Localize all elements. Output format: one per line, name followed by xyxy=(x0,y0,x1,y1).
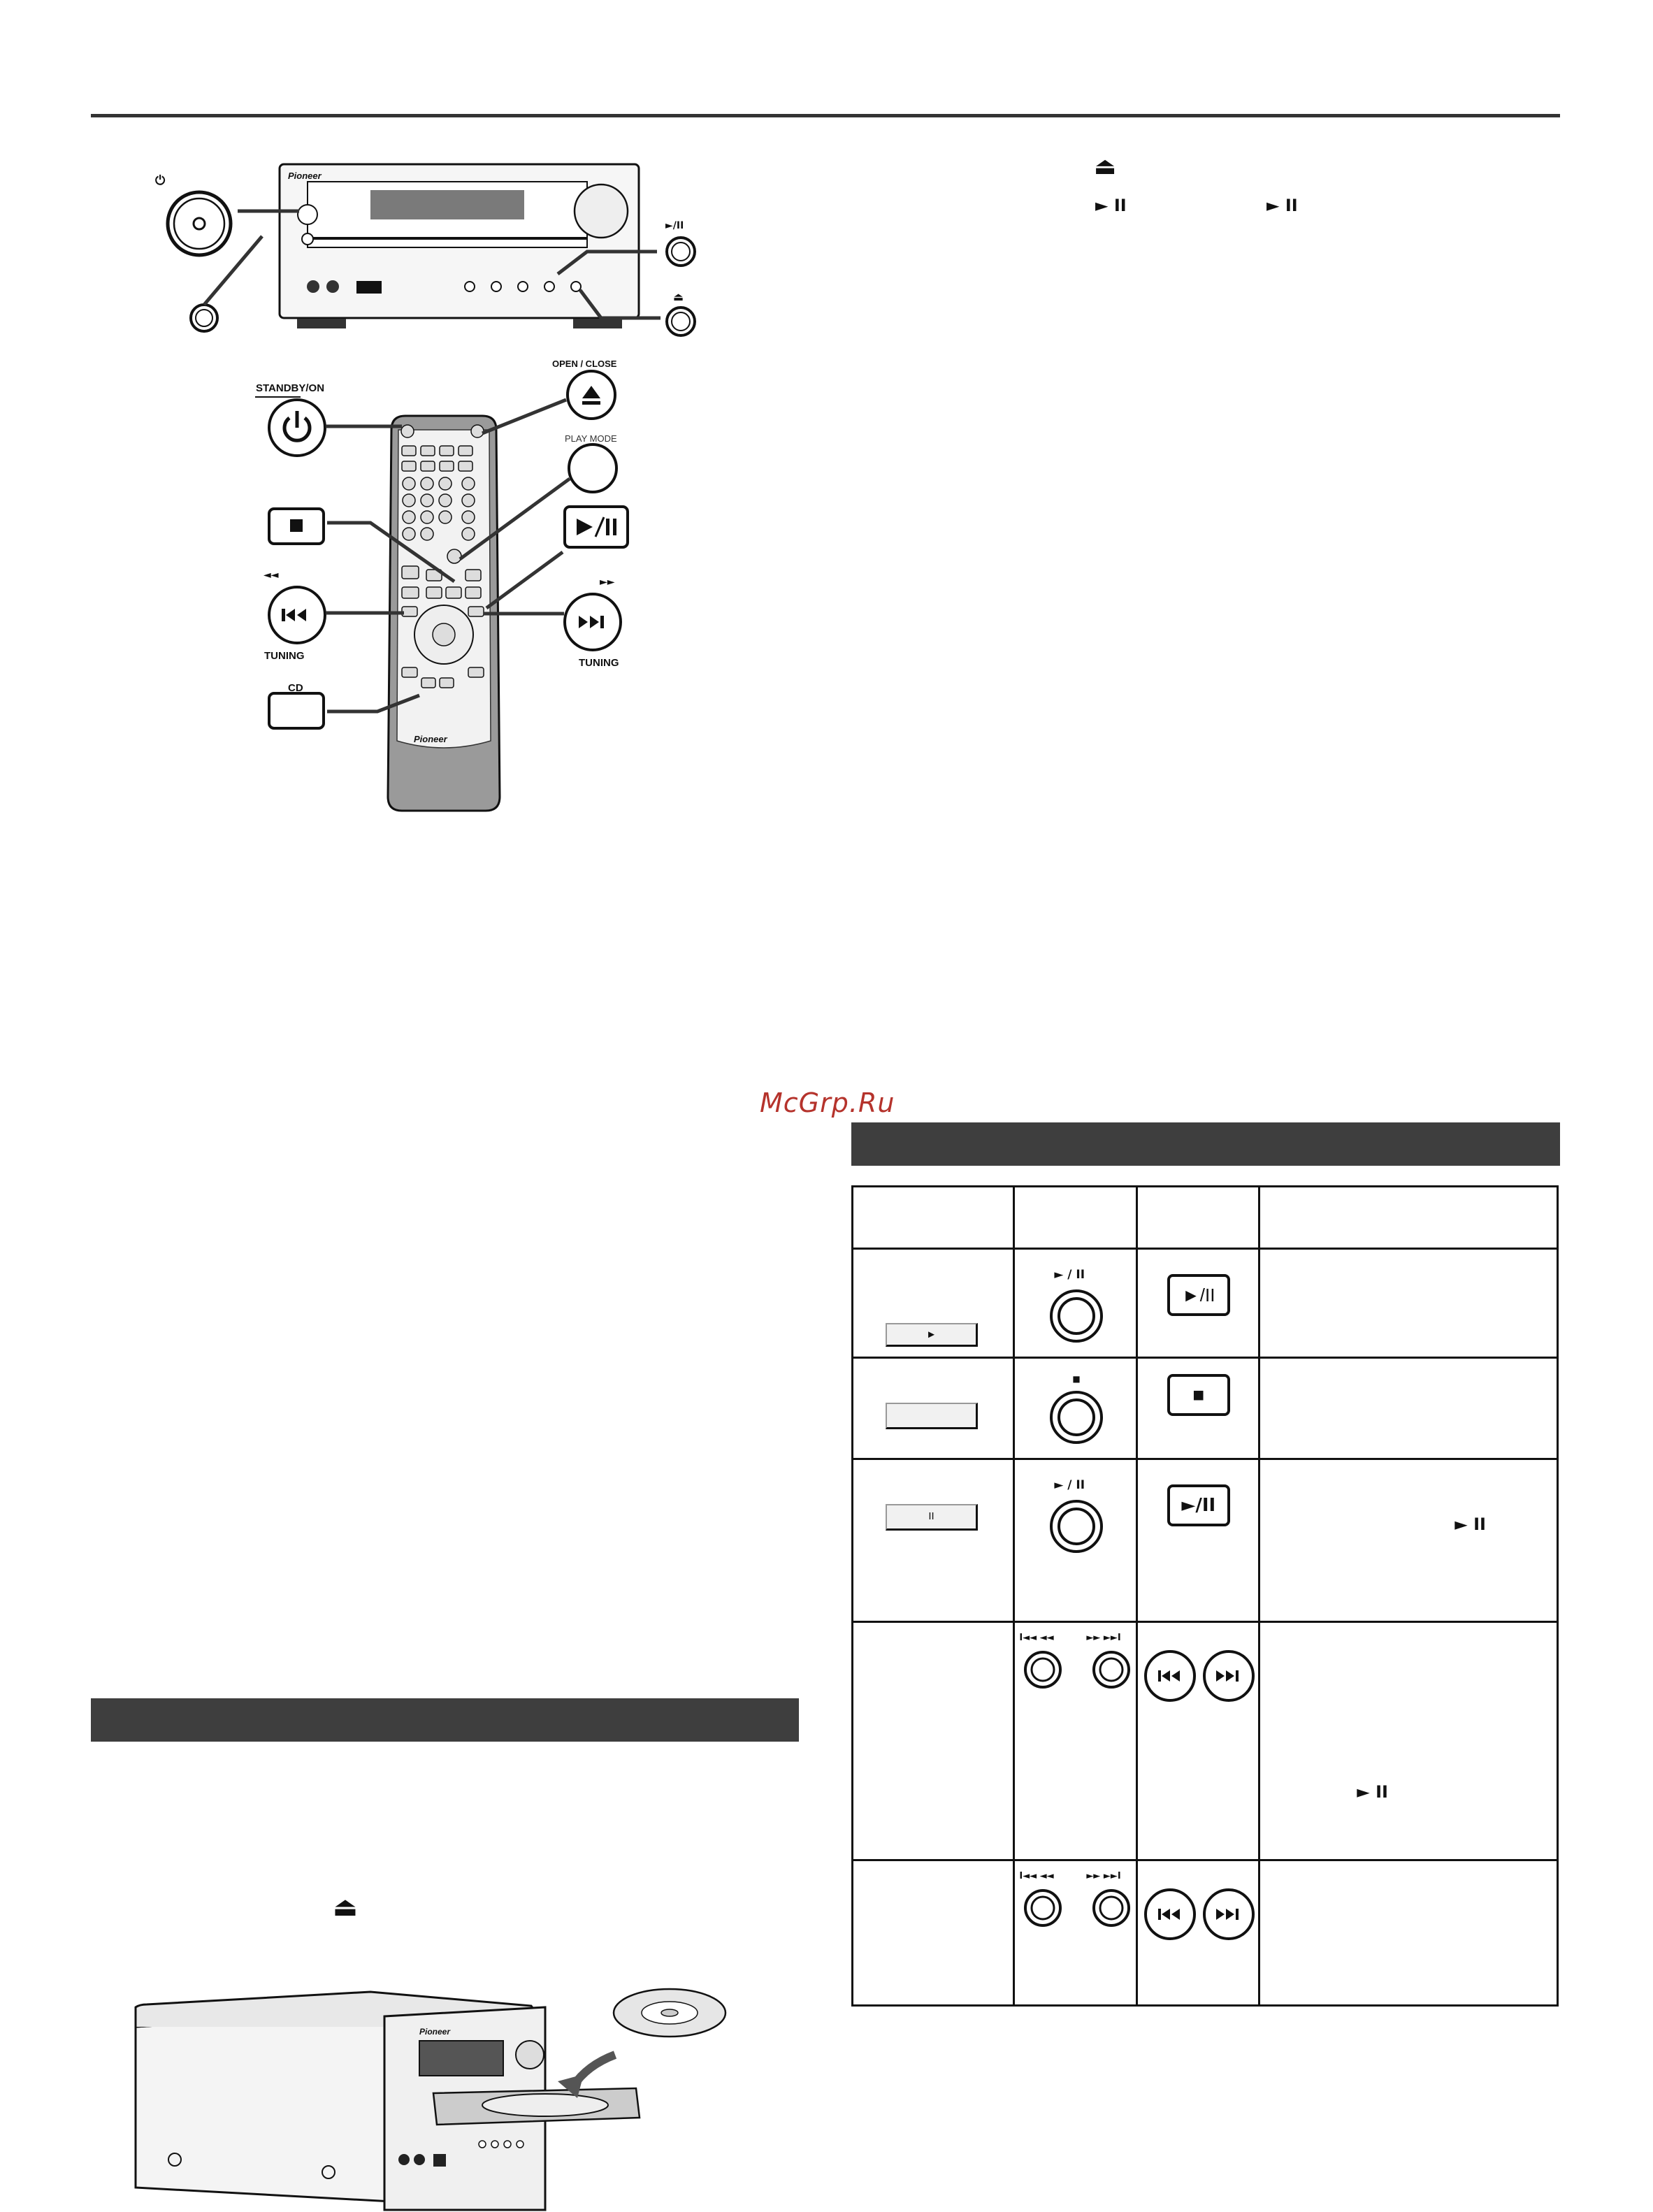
table-header-cell xyxy=(1136,1187,1259,1249)
unit-eject-label: ⏏ xyxy=(673,290,684,303)
standby-icon: ⏻ xyxy=(155,173,166,187)
table-header-cell xyxy=(1259,1187,1558,1249)
unit-skip-buttons-icon xyxy=(1023,1888,1135,1930)
disc-illustration-brand: Pioneer xyxy=(419,2027,451,2037)
unit-play-pause-label: ►/II xyxy=(665,220,684,231)
remote-button-cell xyxy=(1136,1622,1259,1860)
table-row xyxy=(853,1249,1558,1358)
description-cell xyxy=(1259,1459,1558,1622)
table-header-cell xyxy=(1014,1187,1136,1249)
label-play-mode: PLAY MODE xyxy=(565,433,617,444)
unit-button-cell xyxy=(1014,1860,1136,2006)
unit-button-cell xyxy=(1014,1249,1136,1358)
description-play-pause-symbol: ► II xyxy=(1455,1515,1486,1534)
display-cell xyxy=(853,1358,1014,1459)
display-indicator-pause: II xyxy=(886,1504,978,1531)
display-cell xyxy=(853,1459,1014,1622)
operations-table xyxy=(851,1185,1559,2007)
unit-skip-buttons-icon xyxy=(1023,1649,1135,1691)
label-open-close: OPEN / CLOSE xyxy=(552,359,617,369)
remote-skip-buttons-icon xyxy=(1142,1888,1258,1944)
unit-stop-label: ■ xyxy=(1072,1374,1081,1384)
remote-brand-logo: Pioneer xyxy=(414,734,447,744)
main-unit-illustration xyxy=(140,147,713,349)
unit-play-pause-button-icon xyxy=(1048,1288,1104,1344)
unit-play-pause-label: ► / II xyxy=(1054,1268,1085,1282)
table-row xyxy=(853,1459,1558,1622)
right-section-header-bar xyxy=(851,1122,1560,1166)
watermark: McGrp.Ru xyxy=(760,1087,895,1118)
label-standby-on: STANDBY/ON xyxy=(256,382,325,394)
right-play-pause-symbol-2: ► II xyxy=(1266,196,1298,215)
unit-stop-button-icon xyxy=(1048,1389,1104,1445)
description-cell xyxy=(1259,1622,1558,1860)
table-row xyxy=(853,1860,1558,2006)
remote-button-cell xyxy=(1136,1860,1259,2006)
remote-button-cell xyxy=(1136,1358,1259,1459)
unit-skip-forward-label: ►► ►►I xyxy=(1086,1633,1121,1643)
remote-button-cell xyxy=(1136,1249,1259,1358)
right-eject-symbol: ⏏ xyxy=(1094,152,1117,180)
left-section-header-bar xyxy=(91,1698,799,1742)
unit-play-pause-label: ► / II xyxy=(1054,1478,1085,1492)
remote-skip-buttons-icon xyxy=(1142,1649,1258,1705)
right-play-pause-symbol-1: ► II xyxy=(1095,196,1127,215)
display-indicator-play: ► xyxy=(886,1323,978,1347)
standby-underline xyxy=(255,396,301,398)
remote-illustration xyxy=(259,349,650,818)
unit-skip-back-label: I◄◄ ◄◄ xyxy=(1019,1633,1054,1643)
description-cell xyxy=(1259,1249,1558,1358)
unit-brand-logo: Pioneer xyxy=(288,171,322,181)
description-cell xyxy=(1259,1358,1558,1459)
display-indicator-stop xyxy=(886,1403,978,1429)
label-tuning-left: TUNING xyxy=(264,650,305,662)
remote-play-pause-button-icon: ►/II xyxy=(1167,1274,1230,1316)
display-cell xyxy=(853,1622,1014,1860)
unit-play-pause-button-icon xyxy=(1048,1498,1104,1554)
table-header-cell xyxy=(853,1187,1014,1249)
display-cell xyxy=(853,1860,1014,2006)
remote-stop-button-icon: ■ xyxy=(1167,1374,1230,1416)
unit-button-cell xyxy=(1014,1622,1136,1860)
description-cell xyxy=(1259,1860,1558,2006)
fast-forward-symbol: ►► xyxy=(600,577,615,588)
display-cell xyxy=(853,1249,1014,1358)
unit-skip-forward-label: ►► ►►I xyxy=(1086,1871,1121,1881)
table-row xyxy=(853,1358,1558,1459)
label-tuning-right: TUNING xyxy=(579,657,619,669)
unit-button-cell xyxy=(1014,1358,1136,1459)
label-cd: CD xyxy=(288,682,303,694)
disc-loading-illustration xyxy=(126,1950,741,2212)
remote-play-pause-button-icon: ►/II xyxy=(1167,1484,1230,1526)
unit-skip-back-label: I◄◄ ◄◄ xyxy=(1019,1871,1054,1881)
description-play-pause-symbol: ► II xyxy=(1357,1782,1388,1802)
top-rule xyxy=(91,114,1560,117)
left-eject-symbol: ⏏ xyxy=(333,1891,358,1922)
table-row xyxy=(853,1622,1558,1860)
table-header-row xyxy=(853,1187,1558,1249)
rewind-symbol: ◄◄ xyxy=(264,570,279,581)
remote-button-cell xyxy=(1136,1459,1259,1622)
unit-button-cell xyxy=(1014,1459,1136,1622)
